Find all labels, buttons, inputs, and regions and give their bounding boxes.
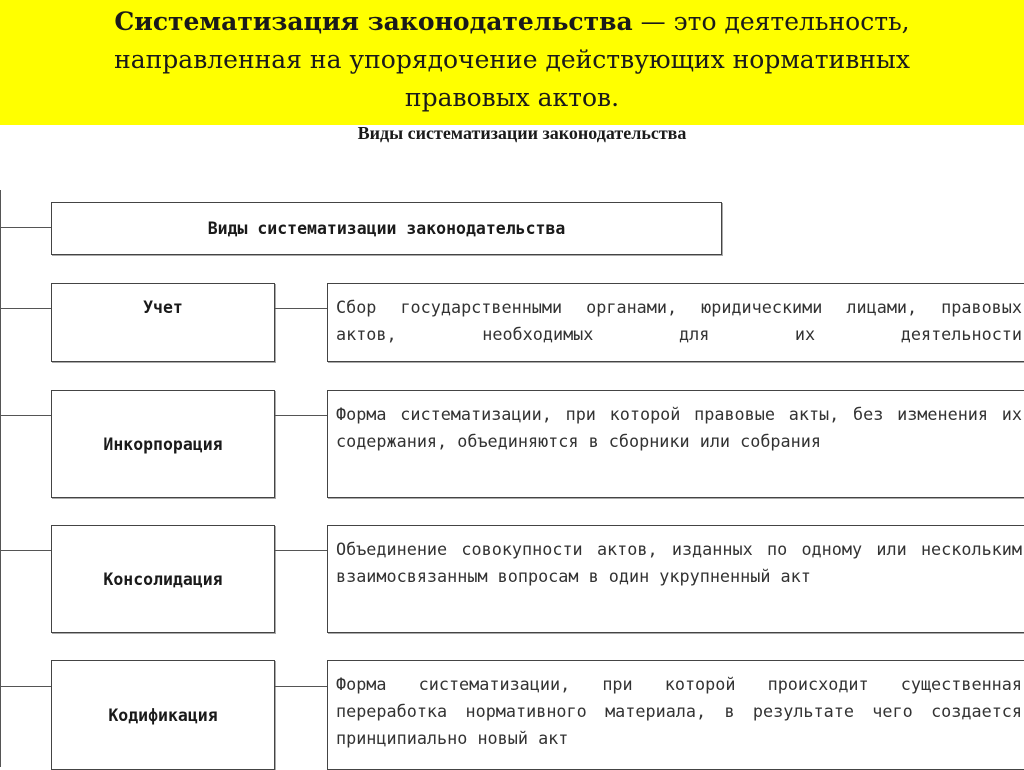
type-label: Консолидация bbox=[103, 569, 223, 589]
description-text: Сбор государственными органами, юридическими лицами, правовых актов, необходимых для их деятельности bbox=[336, 297, 1022, 344]
header-box bbox=[51, 202, 722, 255]
type-label: Инкорпорация bbox=[103, 434, 223, 454]
type-box-incorporation bbox=[51, 390, 275, 498]
connector-spine bbox=[0, 190, 2, 767]
type-box-accounting bbox=[51, 283, 275, 362]
definition-banner bbox=[0, 0, 1024, 125]
connector-line bbox=[275, 415, 328, 416]
header-box-label: Виды систематизации законодательства bbox=[207, 219, 566, 238]
connector-line bbox=[0, 308, 52, 309]
description-box bbox=[327, 660, 1024, 770]
description-box bbox=[327, 525, 1024, 633]
connector-line bbox=[0, 686, 52, 687]
description-box bbox=[327, 283, 1024, 362]
connector-line bbox=[275, 308, 328, 309]
description-box bbox=[327, 390, 1024, 498]
definition-term: Систематизация законодательства bbox=[114, 6, 633, 36]
description-text: Форма систематизации, при которой правовые акты, без изменения их содержания, объединяются в сборники или собрания bbox=[336, 404, 1022, 451]
definition-text bbox=[60, 3, 964, 117]
type-label: Учет bbox=[143, 298, 183, 317]
definition-body: — это деятельность, направленная на упорядочение действующих нормативных правовых актов. bbox=[114, 6, 910, 112]
description-text: Объединение совокупности актов, изданных по одному или нескольким взаимосвязанным вопросам в один укрупненный акт bbox=[336, 539, 1022, 586]
connector-line bbox=[275, 550, 328, 551]
type-box-consolidation bbox=[51, 525, 275, 633]
connector-line bbox=[0, 415, 52, 416]
type-label: Кодификация bbox=[108, 705, 218, 725]
connector-line bbox=[0, 227, 52, 228]
diagram-title: Виды систематизации законодательства bbox=[357, 123, 687, 143]
connector-line bbox=[0, 550, 52, 551]
type-box-codification bbox=[51, 660, 275, 770]
description-text: Форма систематизации, при которой происходит существенная переработка нормативного материала, в результате чего создается принципиально новый акт bbox=[336, 674, 1022, 748]
connector-line bbox=[275, 686, 328, 687]
